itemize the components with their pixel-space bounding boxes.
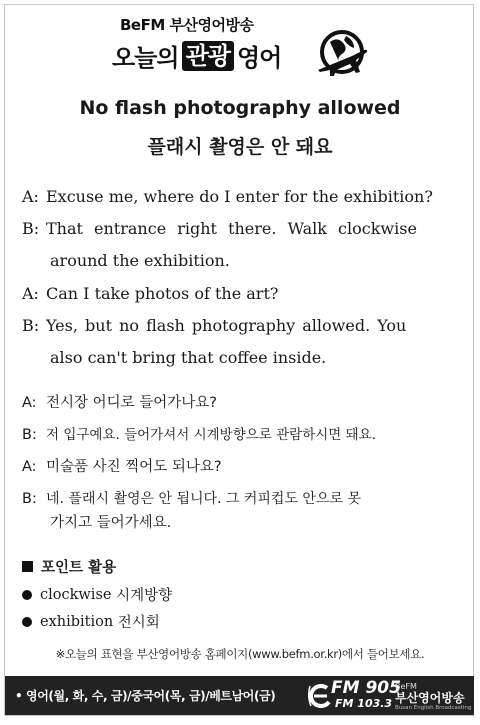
dialog-text: Yes, but no flash photography allowed. You [46, 316, 407, 335]
brand-line: BeFM 부산영어방송 [120, 16, 254, 34]
dialog-text: 저 입구예요. 들어가셔서 시계방향으로 관람하시면 돼요. [46, 427, 376, 443]
dialog-text: Excuse me, where do I enter for the exhibition? [46, 187, 433, 206]
speaker-label: A: [22, 284, 39, 303]
broadcast-schedule: • 영어(월, 화, 수, 금)/중국어(목, 금)/베트남어(금) [15, 689, 276, 703]
dialog-line [22, 347, 480, 369]
station-name: 부산영어방송 [395, 691, 465, 705]
dialog-text: 가지고 들어가세요. [50, 515, 172, 531]
point-meaning: 전시회 [117, 615, 160, 631]
speaker-label: A: [22, 187, 39, 206]
dialog-line [22, 186, 462, 208]
point-term: clockwise [40, 586, 112, 603]
dialog-text: 미술품 사진 찍어도 되나요? [46, 459, 222, 475]
title-boxed: 관광 [182, 41, 234, 71]
dialog-text: also can't bring that coffee inside. [50, 348, 327, 367]
dialog-line [22, 283, 462, 305]
dot-bullet-icon [22, 590, 32, 600]
point-term: exhibition [40, 613, 114, 630]
radio-wave-logo-icon [307, 680, 333, 712]
column-title [112, 38, 281, 73]
dialog-text: around the exhibition. [50, 251, 230, 270]
station-logo [307, 679, 472, 713]
speaker-label: B: [22, 219, 40, 238]
dialog-line [22, 218, 462, 240]
points-heading-label: 포인트 활용 [41, 560, 117, 576]
homepage-note: ※오늘의 표현을 부산영어방송 홈페이지(www.befm.or.kr)에서 들어보세요. [55, 647, 425, 661]
dialog-text: 네. 플래시 촬영은 안 됩니다. 그 커피컵도 안으로 못 [46, 491, 361, 507]
dialog-line [22, 392, 462, 414]
station-name-block [395, 682, 471, 712]
dialog-text: 전시장 어디로 들어가나요? [46, 395, 217, 411]
points-heading [22, 556, 116, 577]
dialog-text: That entrance right there. Walk clockwise [46, 219, 417, 238]
dialog-line [22, 456, 462, 478]
dialog-line [22, 512, 480, 534]
station-brand: BeFM [395, 682, 417, 691]
point-item [22, 584, 172, 605]
dialog-line [22, 315, 462, 337]
dialog-line [22, 488, 462, 510]
title-right: 영어 [236, 44, 282, 72]
dialog-line [22, 424, 462, 446]
speaker-label: A: [22, 459, 37, 475]
station-english: Busan English Broadcasting [395, 705, 472, 711]
speaker-label: B: [22, 491, 37, 507]
speaker-label: A: [22, 395, 37, 411]
globe-airplane-icon [312, 26, 370, 82]
title-korean: 플래시 촬영은 안 돼요 [147, 136, 333, 158]
freq-sub: FM 103.3 [335, 697, 393, 710]
point-meaning: 시계방향 [116, 588, 173, 604]
title-left: 오늘의 [112, 44, 179, 72]
footer-bar [5, 676, 474, 715]
dialog-text: Can I take photos of the art? [46, 284, 279, 303]
freq-main: FM 905 [331, 678, 401, 698]
dialog-line [22, 250, 480, 272]
speaker-label: B: [22, 316, 40, 335]
point-item [22, 611, 160, 632]
dot-bullet-icon [22, 617, 32, 627]
speaker-label: B: [22, 427, 37, 443]
frequency-labels [331, 679, 401, 710]
square-bullet-icon [22, 561, 33, 572]
header [0, 0, 480, 90]
title-english: No flash photography allowed [79, 97, 401, 119]
